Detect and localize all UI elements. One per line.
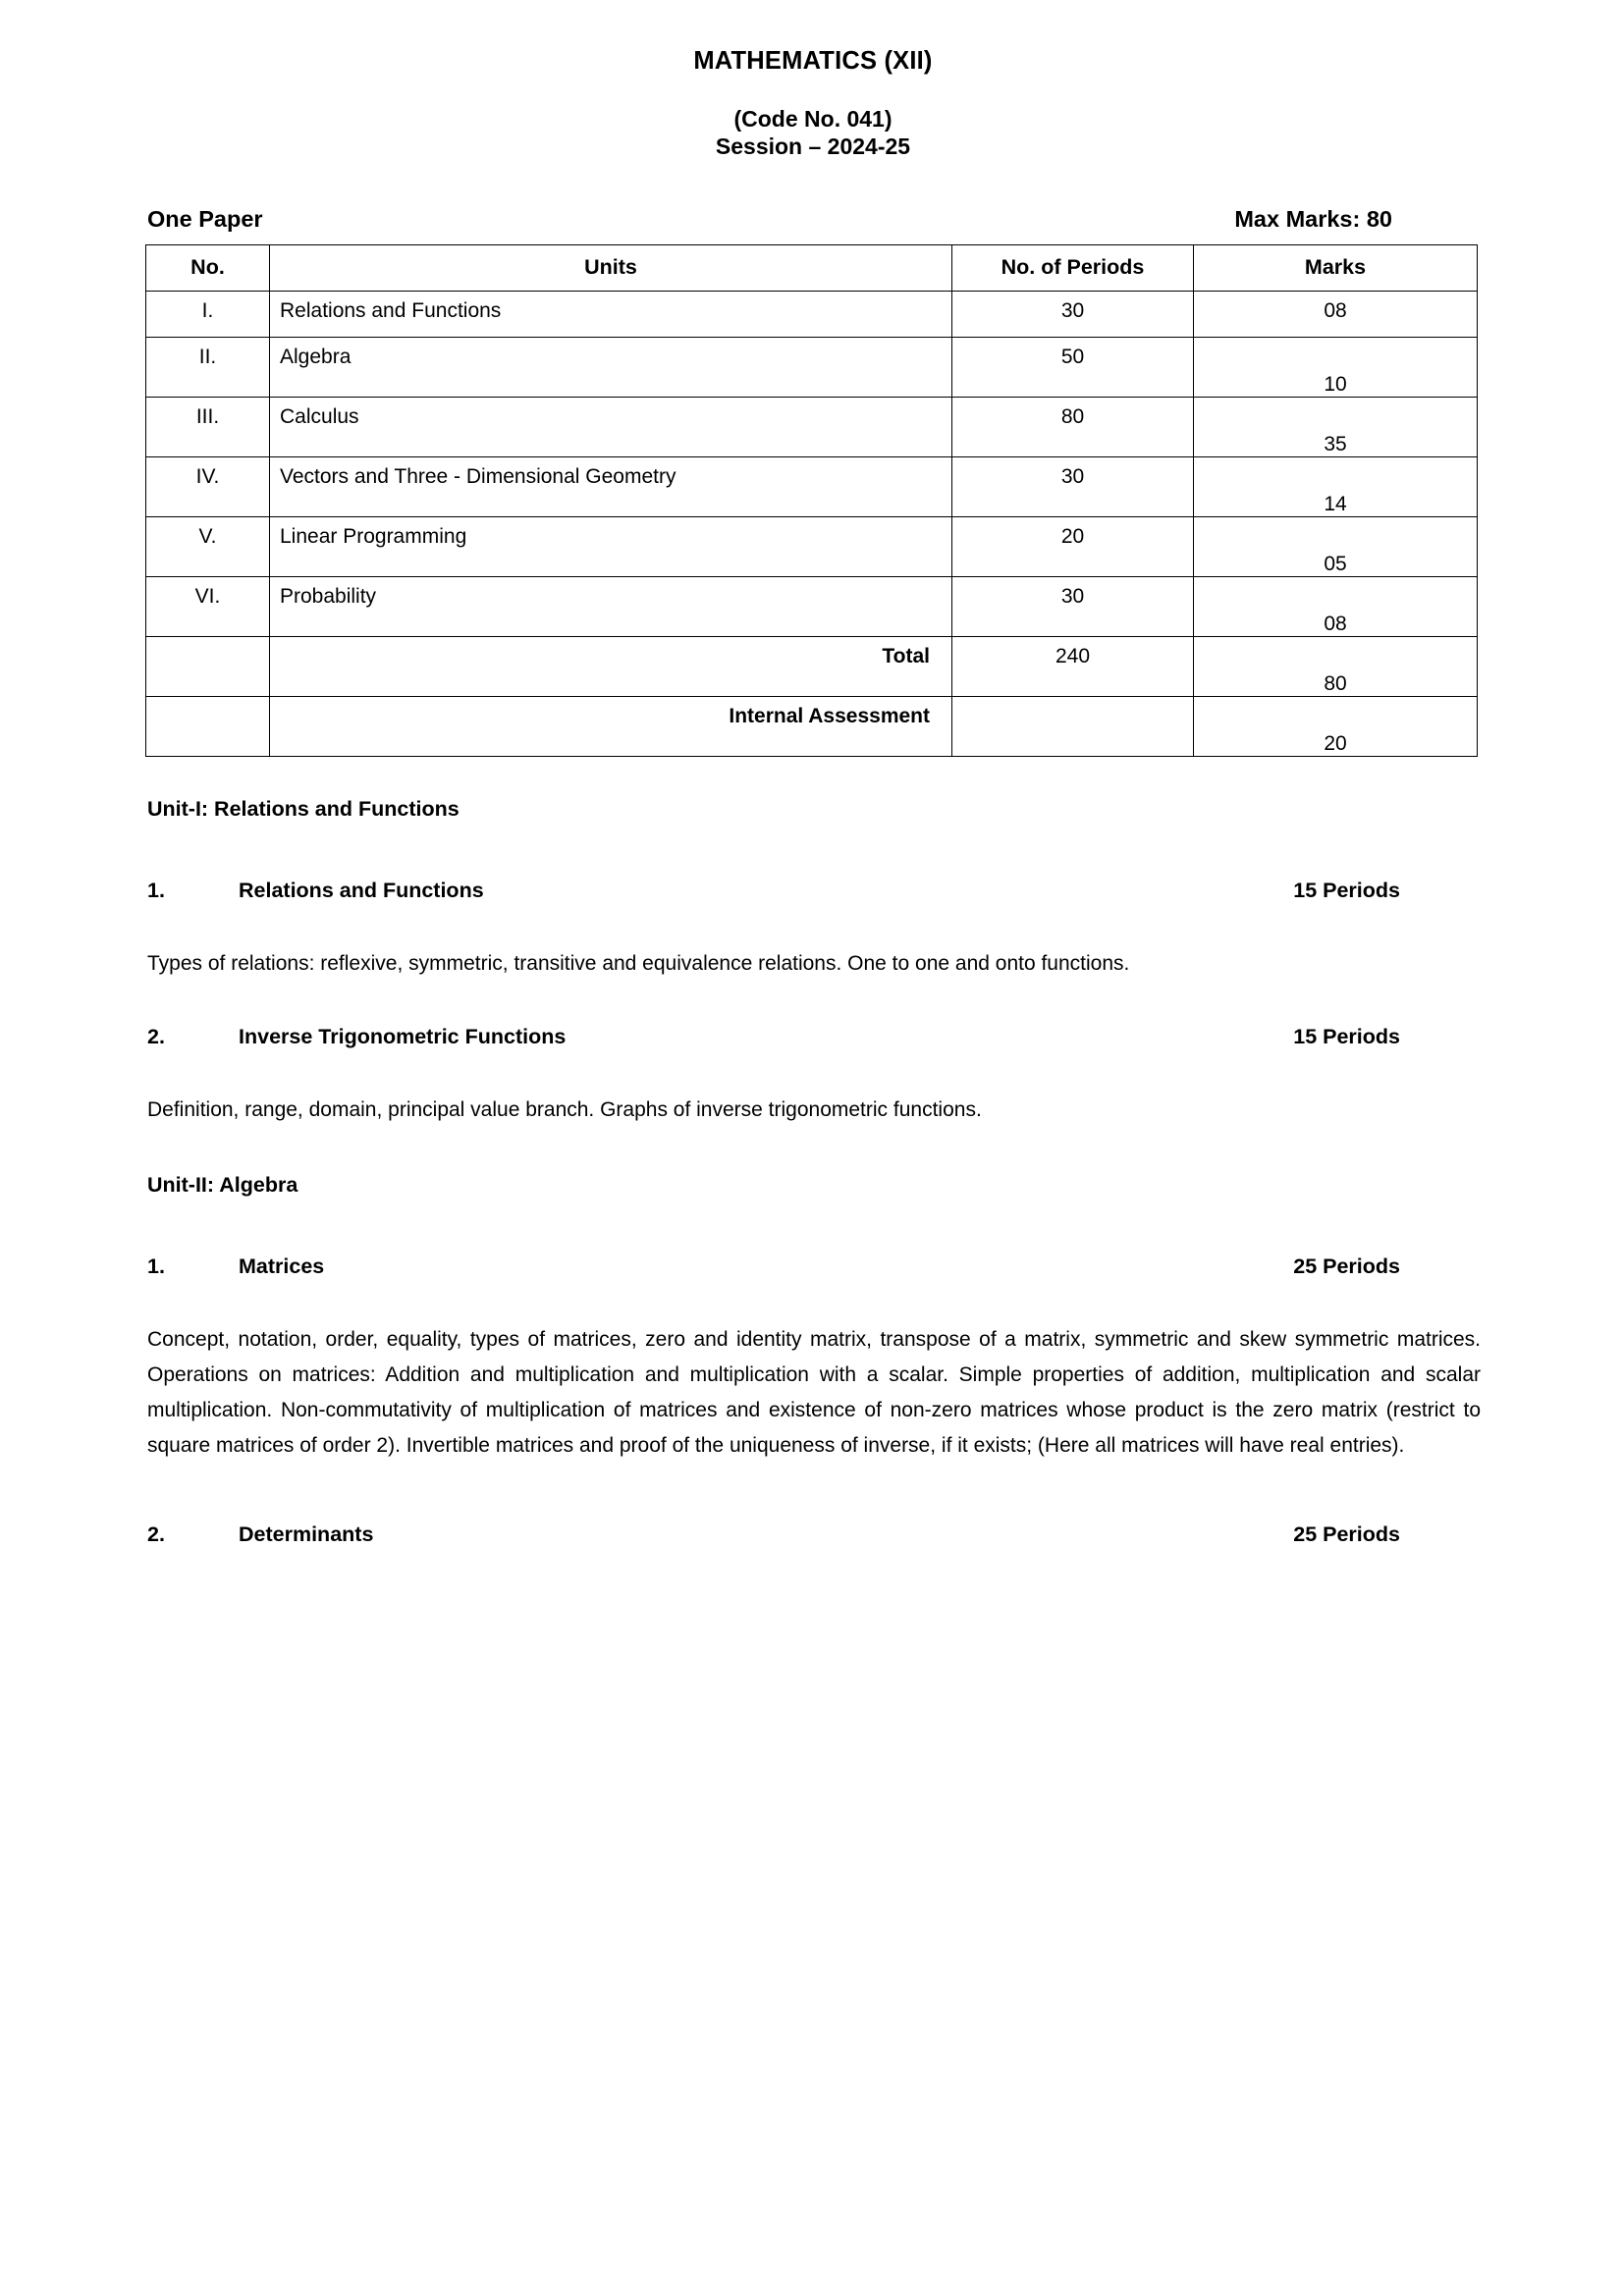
topic-title: Determinants bbox=[239, 1522, 374, 1546]
session-label: Session – 2024-25 bbox=[715, 133, 911, 160]
cell-unit-no: II. bbox=[146, 338, 270, 398]
table-total-row bbox=[146, 637, 1478, 697]
cell-unit-marks: 10 bbox=[1194, 338, 1478, 398]
topic-number: 1. bbox=[147, 879, 165, 903]
cell-unit-no: V. bbox=[146, 517, 270, 577]
table-row bbox=[146, 292, 1478, 338]
topic-title: Relations and Functions bbox=[239, 879, 484, 903]
cell-unit-periods: 30 bbox=[952, 577, 1194, 637]
column-header-marks: Marks bbox=[1194, 245, 1478, 292]
cell-unit-name: Relations and Functions bbox=[270, 292, 952, 338]
cell-unit-periods: 50 bbox=[952, 338, 1194, 398]
cell-total-periods: 240 bbox=[952, 637, 1194, 697]
topic-2-2-row bbox=[145, 1522, 1481, 1547]
unit-2-heading: Unit-II: Algebra bbox=[147, 1172, 298, 1197]
cell-unit-no: VI. bbox=[146, 577, 270, 637]
cell-unit-no: I. bbox=[146, 292, 270, 338]
cell-unit-marks: 08 bbox=[1194, 577, 1478, 637]
topic-number: 1. bbox=[147, 1254, 165, 1278]
cell-internal-label: Internal Assessment bbox=[270, 697, 952, 757]
table-row bbox=[146, 338, 1478, 398]
document-header bbox=[145, 0, 1481, 160]
cell-unit-marks: 35 bbox=[1194, 398, 1478, 457]
topic-number: 2. bbox=[147, 1522, 165, 1546]
max-marks-label: Max Marks: 80 bbox=[1234, 206, 1392, 233]
topic-periods: 25 Periods bbox=[1293, 1254, 1400, 1278]
cell-unit-marks: 08 bbox=[1194, 292, 1478, 338]
cell-unit-marks: 14 bbox=[1194, 457, 1478, 517]
cell-unit-name: Algebra bbox=[270, 338, 952, 398]
table-row bbox=[146, 457, 1478, 517]
table-internal-assessment-row bbox=[146, 697, 1478, 757]
unit-marks-table bbox=[145, 244, 1478, 757]
page-title: MATHEMATICS (XII) bbox=[693, 47, 933, 75]
cell-unit-marks: 05 bbox=[1194, 517, 1478, 577]
topic-title: Inverse Trigonometric Functions bbox=[239, 1025, 567, 1049]
topic-title: Matrices bbox=[239, 1254, 325, 1278]
table-row bbox=[146, 577, 1478, 637]
cell-unit-periods: 30 bbox=[952, 457, 1194, 517]
cell-total-marks: 80 bbox=[1194, 637, 1478, 697]
unit-1-heading: Unit-I: Relations and Functions bbox=[147, 797, 460, 822]
paper-meta-row bbox=[145, 206, 1481, 233]
topic-periods: 25 Periods bbox=[1293, 1522, 1400, 1546]
topic-periods: 15 Periods bbox=[1293, 879, 1400, 903]
cell-internal-marks: 20 bbox=[1194, 697, 1478, 757]
topic-1-2-description: Definition, range, domain, principal value branch. Graphs of inverse trigonometric functions. bbox=[147, 1098, 982, 1122]
cell-internal-periods bbox=[952, 697, 1194, 757]
paper-count-label: One Paper bbox=[147, 206, 263, 233]
cell-unit-no: III. bbox=[146, 398, 270, 457]
cell-internal-no bbox=[146, 697, 270, 757]
cell-unit-name: Calculus bbox=[270, 398, 952, 457]
table-row bbox=[146, 517, 1478, 577]
cell-unit-periods: 80 bbox=[952, 398, 1194, 457]
column-header-periods: No. of Periods bbox=[952, 245, 1194, 292]
cell-unit-no: IV. bbox=[146, 457, 270, 517]
table-header-row bbox=[146, 245, 1478, 292]
subject-code: (Code No. 041) bbox=[733, 106, 893, 133]
syllabus-body bbox=[145, 796, 1481, 1547]
column-header-no: No. bbox=[146, 245, 270, 292]
topic-number: 2. bbox=[147, 1025, 165, 1049]
topic-periods: 15 Periods bbox=[1293, 1025, 1400, 1049]
cell-unit-name: Vectors and Three - Dimensional Geometry bbox=[270, 457, 952, 517]
topic-2-1-row bbox=[145, 1255, 1481, 1279]
cell-total-no bbox=[146, 637, 270, 697]
cell-unit-name: Linear Programming bbox=[270, 517, 952, 577]
cell-unit-name: Probability bbox=[270, 577, 952, 637]
topic-1-2-row bbox=[145, 1025, 1481, 1049]
cell-unit-periods: 30 bbox=[952, 292, 1194, 338]
cell-unit-periods: 20 bbox=[952, 517, 1194, 577]
topic-1-1-row bbox=[145, 879, 1481, 903]
topic-1-1-description: Types of relations: reflexive, symmetric, transitive and equivalence relations. One to one and onto functions. bbox=[147, 952, 1130, 976]
column-header-units: Units bbox=[270, 245, 952, 292]
cell-total-label: Total bbox=[270, 637, 952, 697]
table-row bbox=[146, 398, 1478, 457]
topic-2-1-description: Concept, notation, order, equality, types of matrices, zero and identity matrix, transpose of a matrix, symmetric and skew symmetric matrices. Operations on matrices: Addition and multiplication and multiplication with a scalar. Simple properties of addition, multiplication and scalar multiplication. Non-commutativity of multiplication of matrices and existence of non-zero matrices whose product is the zero matrix (restrict to square matrices of order 2). Invertible matrices and proof of the uniqueness of inverse, if it exists; (Here all matrices will have real entries). bbox=[147, 1327, 1481, 1457]
